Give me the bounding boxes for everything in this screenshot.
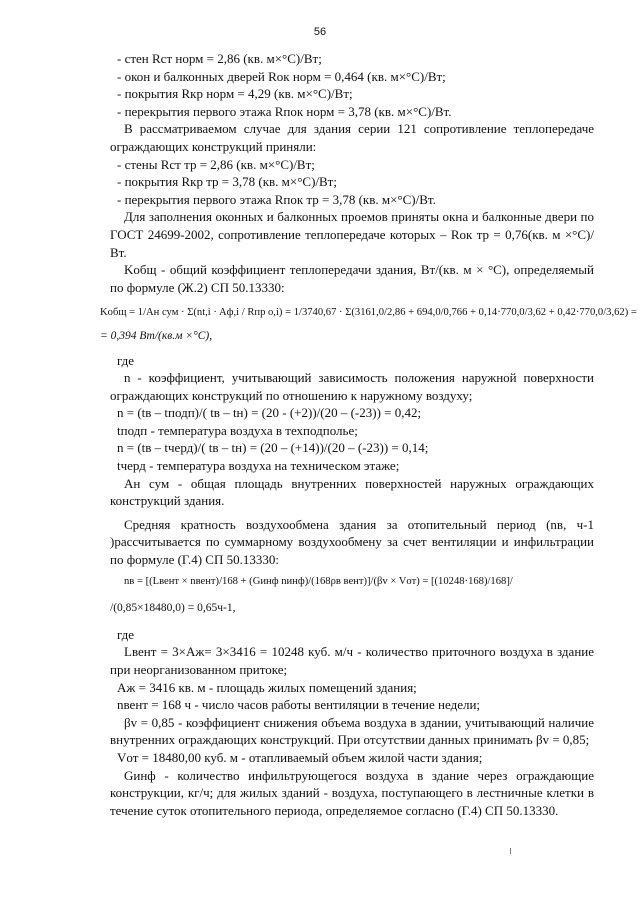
- text-line: - покрытия Rкр тр = 3,78 (кв. м×°С)/Вт;: [117, 174, 337, 190]
- formula-line: n = (tв – tподп)/( tв – tн) = (20 - (+2))/(20 – (-23)) = 0,42;: [117, 405, 422, 421]
- text-line: - покрытия Rкр норм = 4,29 (кв. м×°С)/Вт;: [117, 86, 353, 102]
- paragraph: В рассматриваемом случае для здания серии 121 сопротивление теплопередаче ограждающих конструкций приняли:: [110, 121, 594, 154]
- paragraph: Lвент = 3×Aж= 3×3416 = 10248 куб. м/ч - количество приточного воздуха в здание при неорганизованном притоке;: [110, 644, 594, 677]
- text-line: tчерд - температура воздуха на техническом этаже;: [117, 458, 400, 474]
- formula-k-total: Kобщ = 1/Aн сум · Σ(nt,i · Aф,i / Rпр о,i) = 1/3740,67 · Σ(3161,0/2,86 + 694,0/0,766 + 0,14·770,0/3,62 + 0,42·770,0/3,62) =: [100, 307, 637, 319]
- text-line: - стен Rст норм = 2,86 (кв. м×°С)/Вт;: [117, 51, 322, 66]
- text-line: - стены Rст тр = 2,86 (кв. м×°С)/Вт;: [117, 156, 315, 172]
- formula-air-exchange: nв = [(Lвент × nвент)/168 + (Gинф nинф)/(168ρв вент)]/(βv × Vот) = [(10248·168)/168]/: [124, 575, 513, 587]
- page-body: [100, 50, 637, 819]
- page-mark: [510, 848, 511, 854]
- paragraph: βv = 0,85 - коэффициент снижения объема воздуха в здании, учитывающий наличие внутренних ограждающих конструкций. При отсутствии данных принимать βv = 0,85;: [110, 714, 594, 748]
- text-line: tподп - температура воздуха в техподполье;: [117, 422, 358, 438]
- page-number: 56: [313, 26, 327, 38]
- paragraph: Gинф - количество инфильтрующегося воздуха в здание через ограждающие конструкции, кг/ч; для жилых зданий - воздуха, поступающего в лестничные клетки в течение суток отопительного периода, определяемое согласно (Г.4) СП 50.13330.: [110, 767, 594, 818]
- text-line: - перекрытия первого этажа Rпок тр = 3,78 (кв. м×°С)/Вт.: [117, 191, 436, 207]
- text-line: где: [117, 626, 135, 642]
- paragraph: n - коэффициент, учитывающий зависимость положения наружной поверхности ограждающих конструкций по отношению к наружному воздуху;: [110, 370, 594, 403]
- text-line: - перекрытия первого этажа Rпок норм = 3,78 (кв. м×°С)/Вт.: [117, 103, 452, 119]
- formula-air-exchange-result: /(0,85×18480,0) = 0,65ч-1,: [110, 602, 236, 615]
- paragraph: Средняя кратность воздухообмена здания за отопительный период (nв, ч-1 )рассчитывается по суммарному воздухообмену за счет вентиляции и инфильтрации по формуле (Г.4) СП 50.13330:: [110, 516, 594, 568]
- text-line: Vот = 18480,00 куб. м - отапливаемый объем жилой части здания;: [117, 749, 483, 765]
- text-line: где: [117, 352, 135, 368]
- paragraph: Kобщ - общий коэффициент теплопередачи здания, Вт/(кв. м × °С), определяемый по формуле (Ж.2) СП 50.13330:: [110, 262, 594, 295]
- text-line: Aж = 3416 кв. м - площадь жилых помещений здания;: [117, 679, 417, 695]
- paragraph: Для заполнения оконных и балконных проемов приняты окна и балконные двери по ГОСТ 24699-2002, сопротивление теплопередаче которых – Rок тр = 0,76(кв. м ×°С)/Вт.: [110, 209, 594, 260]
- formula-line: n = (tв – tчерд)/( tв – tн) = (20 – (+14))/(20 – (-23)) = 0,14;: [117, 440, 429, 456]
- text-line: nвент = 168 ч - число часов работы вентиляции в течение недели;: [117, 697, 481, 713]
- paragraph: Aн сум - общая площадь внутренних поверхностей наружных ограждающих конструкций здания.: [110, 475, 594, 509]
- formula-k-total-result: = 0,394 Вт/(кв.м ×°С),: [100, 329, 213, 342]
- text-line: - окон и балконных дверей Rок норм = 0,464 (кв. м×°С)/Вт;: [117, 68, 446, 84]
